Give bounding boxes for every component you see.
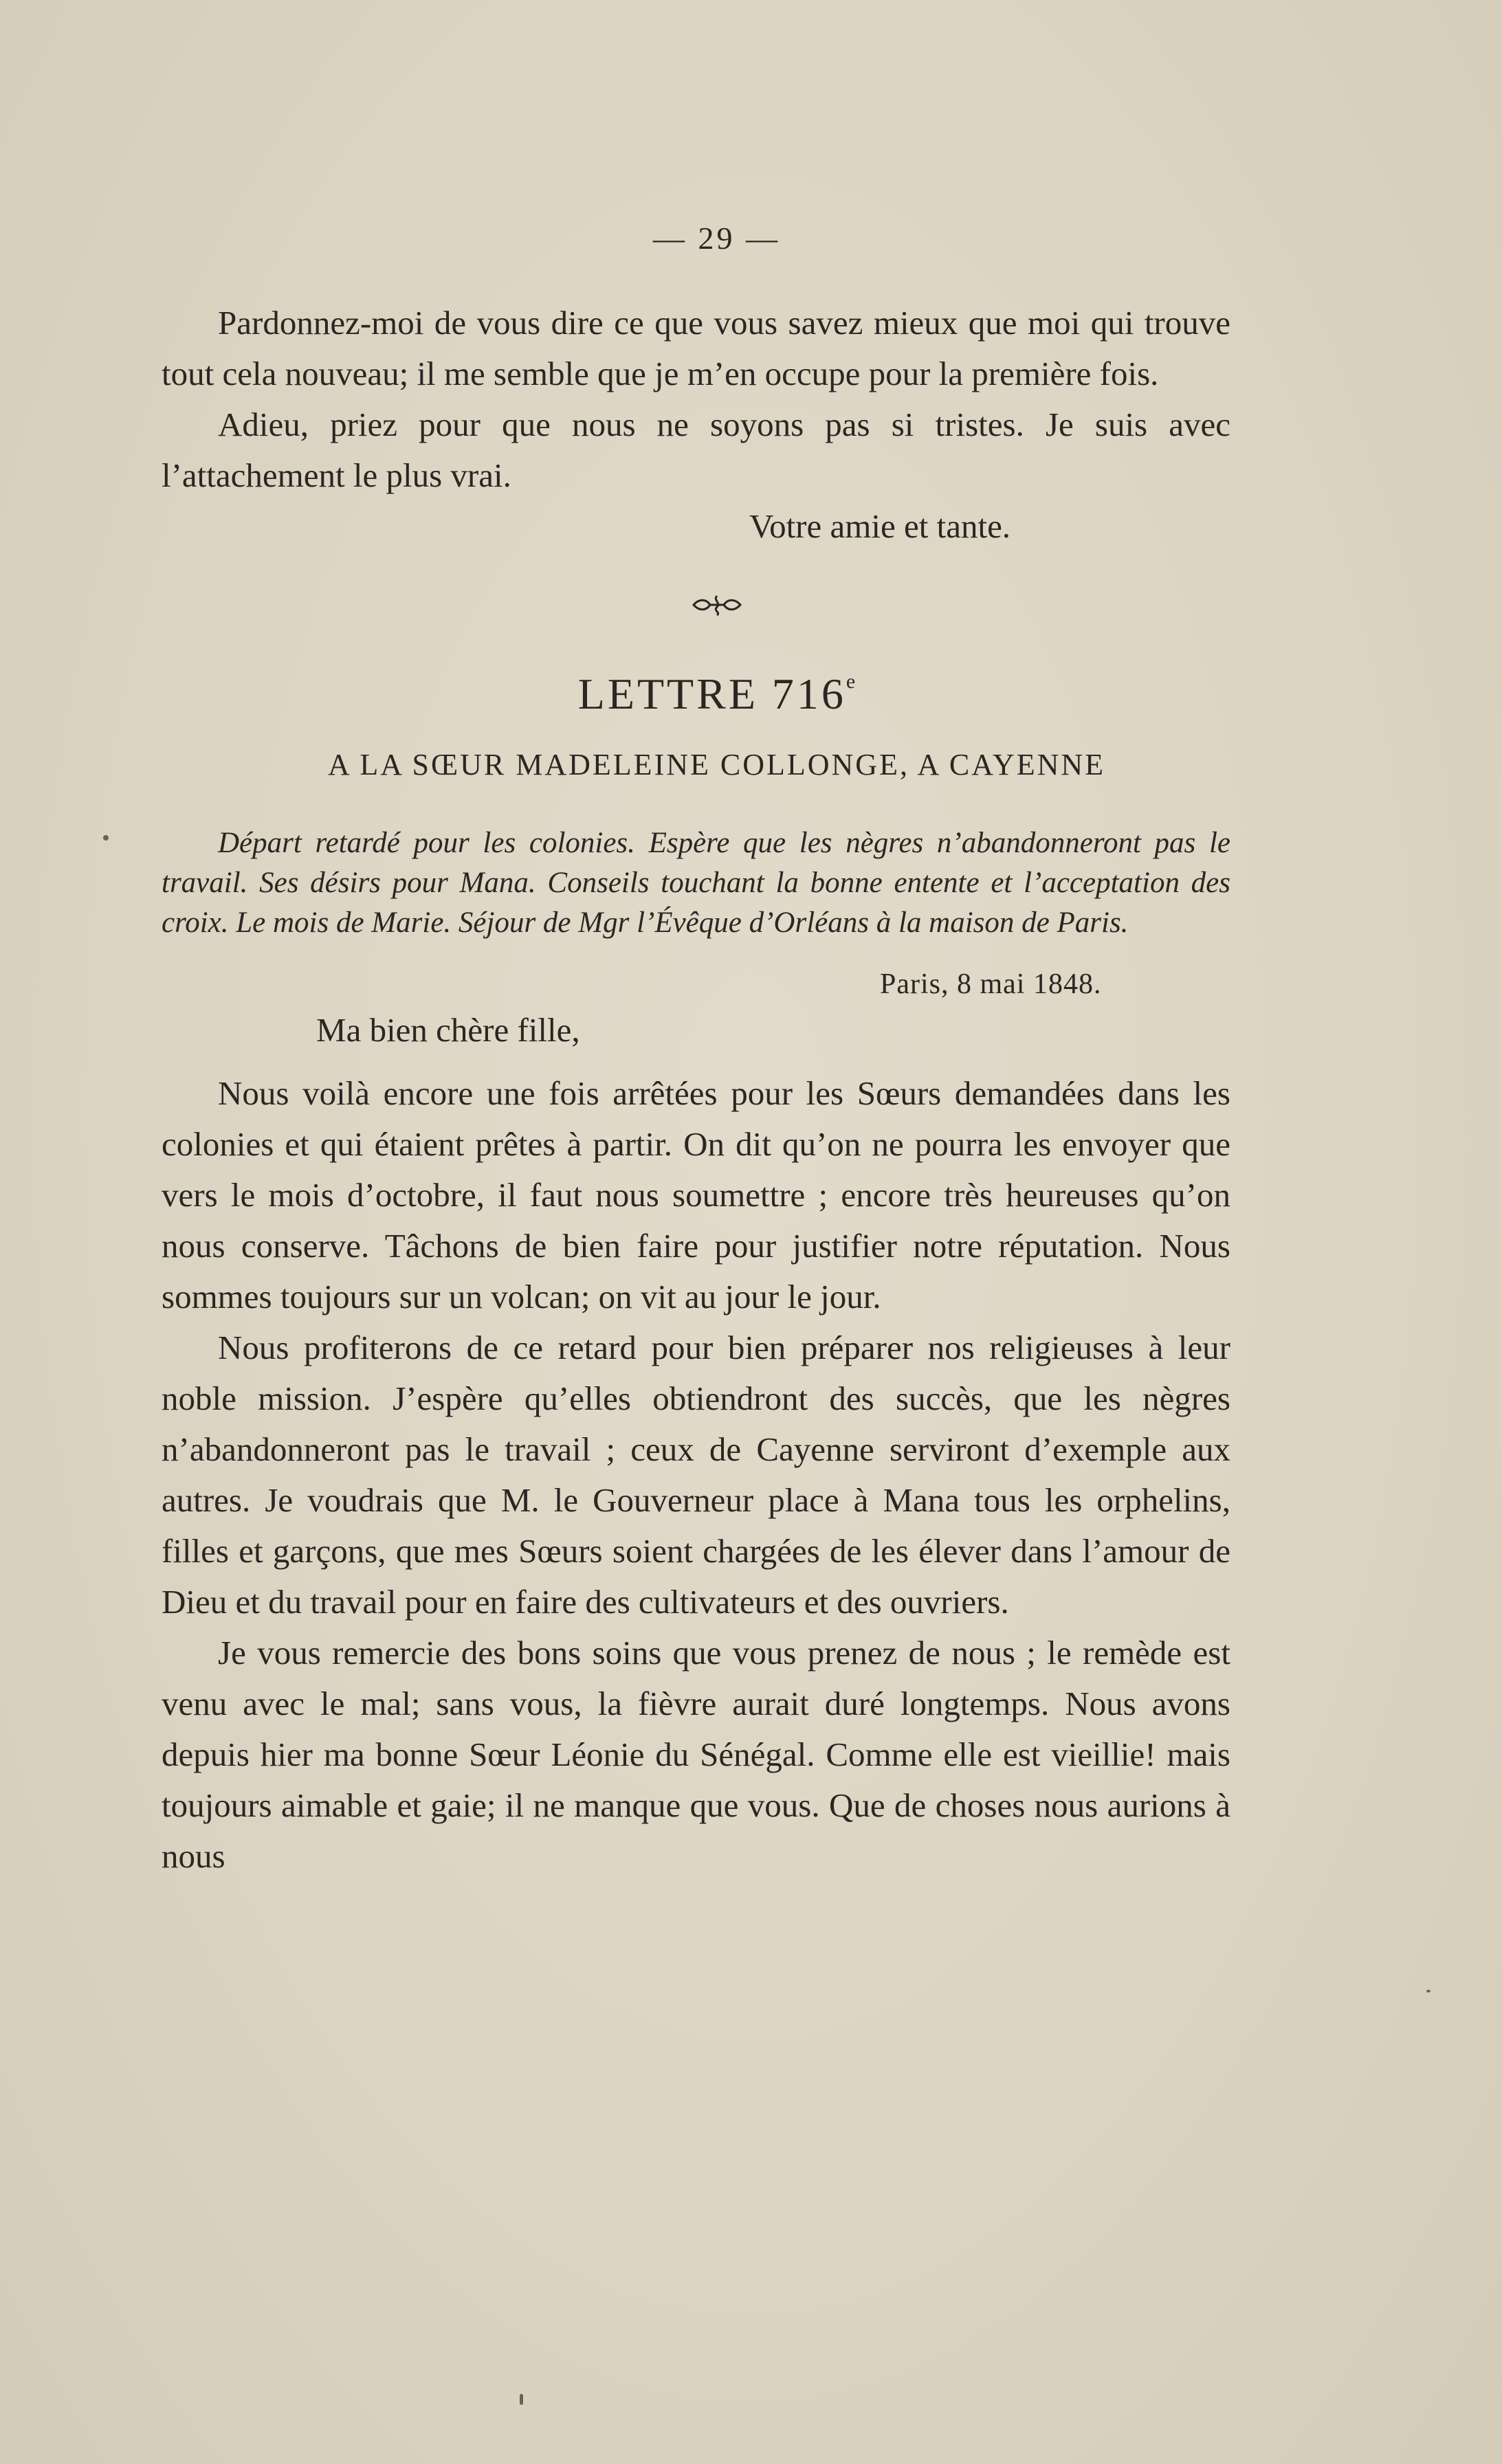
- opening-paragraph: Pardonnez-moi de vous dire ce que vous savez mieux que moi qui trouve tout cela nouveau; il me semble que je m’en occupe pour la première fois.: [162, 304, 1230, 392]
- paper-speck: [1426, 1990, 1431, 1993]
- letter-title: [162, 669, 1230, 720]
- signature: Votre amie et tante.: [749, 507, 1011, 545]
- opening-paragraph: Adieu, priez pour que nous ne soyons pas si tristes. Je suis avec l’attachement le plus vrai.: [162, 406, 1230, 494]
- letter-summary: Départ retardé pour les colonies. Espère que les nègres n’abandonneront pas le travail. Ses désirs pour Mana. Conseils touchant la bonne entente et l’acceptation des croix. Le mois de Marie. Séjour de Mgr l’Évêque d’Orléans à la maison de Paris.: [162, 827, 1230, 939]
- fleuron-icon: [689, 593, 744, 617]
- page-content: [162, 220, 1230, 1882]
- letter-recipient: A LA SŒUR MADELEINE COLLONGE, A CAYENNE: [327, 748, 1106, 781]
- letter-title-suffix: e: [846, 670, 856, 693]
- paper-speck: [520, 2394, 523, 2405]
- body-paragraph: Nous voilà encore une fois arrêtées pour les Sœurs demandées dans les colonies et qui étaient prêtes à partir. On dit qu’on ne pourra les envoyer que vers le mois d’octobre, il faut nous soumettre ; encore très heureuses qu’on nous conserve. Tâchons de bien faire pour justifier notre réputation. Nous sommes toujours sur un volcan; on vit au jour le jour.: [162, 1074, 1230, 1316]
- body-paragraph: Je vous remercie des bons soins que vous prenez de nous ; le remède est venu avec le mal; sans vous, la fièvre aurait duré longtemps. Nous avons depuis hier ma bonne Sœur Léonie du Sénégal. Comme elle est vieillie! mais toujours aimable et gaie; il ne manque que vous. Que de choses nous aurions à nous: [162, 1634, 1230, 1875]
- body-paragraph: Nous profiterons de ce retard pour bien préparer nos religieuses à leur noble mission. J’espère qu’elles obtiendront des succès, que les nègres n’abandonneront pas le travail ; ceux de Cayenne serviront d’exemple aux autres. Je voudrais que M. le Gouverneur place à Mana tous les orphelins, filles et garçons, que mes Sœurs soient chargées de les élever dans l’amour de Dieu et du travail pour en faire des cultivateurs et des ouvriers.: [162, 1329, 1230, 1621]
- paper-speck: [103, 835, 109, 841]
- letter-title-text: LETTRE 716: [577, 669, 846, 718]
- ornament-divider: [162, 593, 1230, 621]
- page-number: — 29 —: [653, 221, 780, 256]
- letter-salutation: Ma bien chère fille,: [316, 1011, 580, 1049]
- letter-dateline: Paris, 8 mai 1848.: [880, 968, 1102, 1000]
